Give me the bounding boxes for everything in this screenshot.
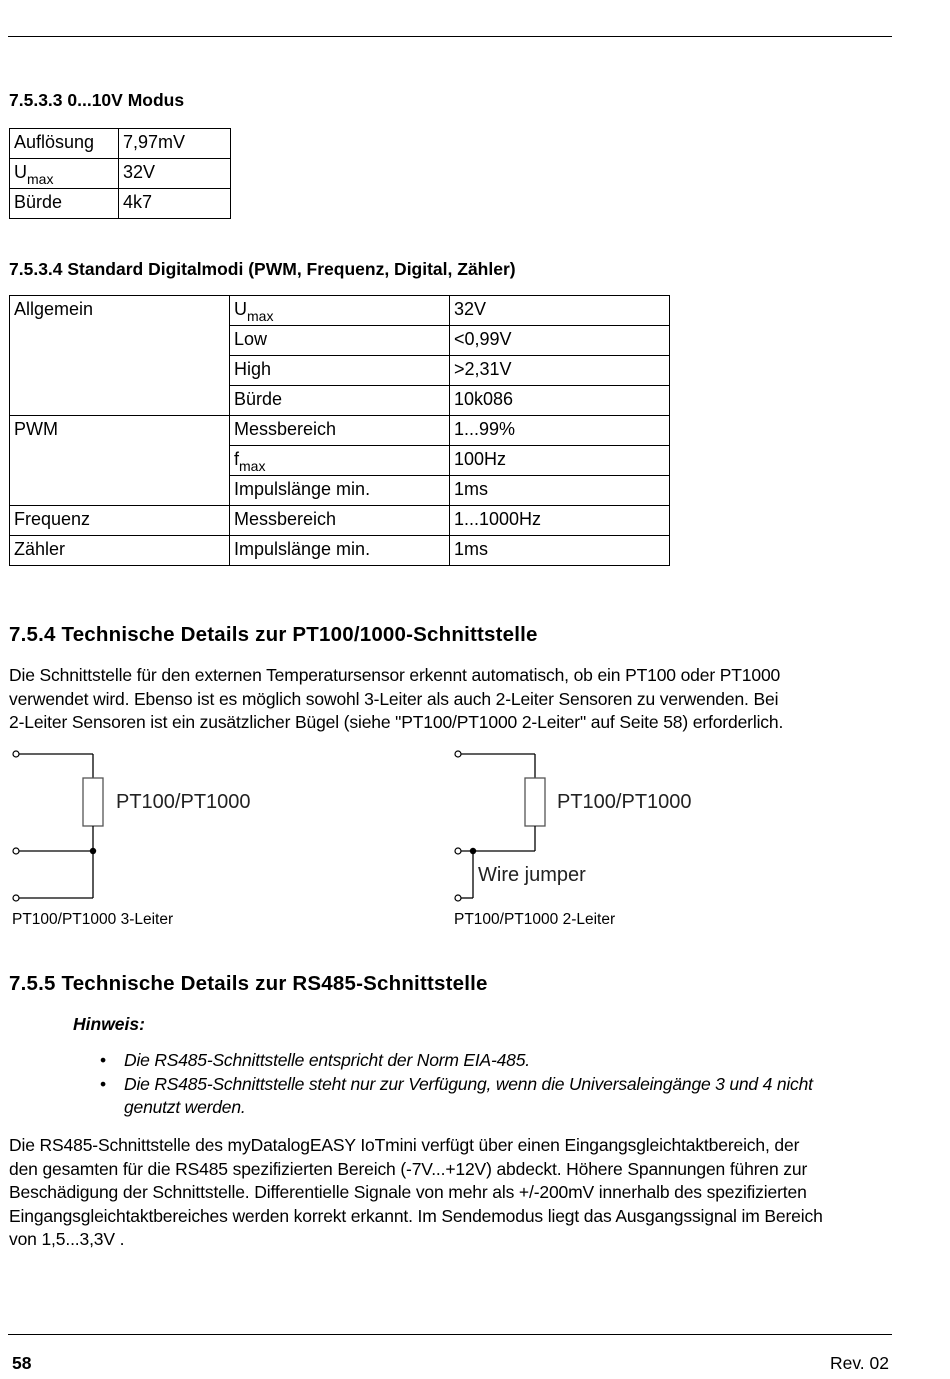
table-row	[10, 416, 670, 446]
heading-digital-modes: 7.5.3.4 Standard Digitalmodi (PWM, Frequenz, Digital, Zähler)	[9, 259, 516, 279]
terminal-icon	[13, 895, 19, 901]
param-label: Impulslänge min.	[230, 476, 450, 506]
table-0-10v-specs	[9, 128, 231, 219]
param-label: Bürde	[230, 386, 450, 416]
paragraph-line: Beschädigung der Schnittstelle. Differentielle Signale von mehr als +/-200mV innerhalb des spezifizierten	[9, 1182, 807, 1202]
note-title: Hinweis:	[73, 1014, 145, 1034]
group-label: Allgemein	[10, 296, 230, 416]
list-item	[100, 1049, 890, 1073]
param-value: 10k086	[450, 386, 670, 416]
bullet-icon: •	[100, 1073, 106, 1094]
param-value: 1ms	[450, 476, 670, 506]
param-label: Messbereich	[230, 416, 450, 446]
table-row	[10, 159, 231, 189]
junction-dot-icon	[470, 848, 476, 854]
caption-2wire: PT100/PT1000 2-Leiter	[454, 911, 616, 928]
footer-rule	[8, 1334, 892, 1335]
terminal-icon	[455, 895, 461, 901]
terminal-icon	[13, 751, 19, 757]
paragraph-line: den gesamten für die RS485 spezifizierten Bereich (-7V...+12V) abdeckt. Höhere Spannungen führen zur	[9, 1158, 808, 1179]
pt100-3wire-diagram	[0, 744, 320, 909]
param-value: 32V	[450, 296, 670, 326]
note-list	[100, 1049, 890, 1120]
paragraph-line: 2-Leiter Sensoren ist ein zusätzlicher Bügel (siehe "PT100/PT1000 2-Leiter" auf Seite 58) erforderlich.	[9, 712, 784, 732]
group-label: PWM	[10, 416, 230, 506]
spec-value: 32V	[119, 159, 231, 189]
sensor-label: PT100/PT1000	[116, 791, 251, 813]
spec-label: Auflösung	[10, 129, 119, 159]
table-row	[10, 189, 231, 219]
junction-dot-icon	[90, 848, 96, 854]
table-digital-modes	[9, 295, 670, 566]
caption-3wire: PT100/PT1000 3-Leiter	[12, 911, 174, 928]
paragraph-line: von 1,5...3,3V .	[9, 1229, 125, 1249]
param-value: >2,31V	[450, 356, 670, 386]
param-value: 1...99%	[450, 416, 670, 446]
terminal-icon	[455, 751, 461, 757]
page-number: 58	[12, 1353, 32, 1373]
pt100-paragraph	[9, 664, 889, 735]
note-line: Die RS485-Schnittstelle entspricht der Norm EIA-485.	[124, 1050, 530, 1070]
note-line: Die RS485-Schnittstelle steht nur zur Verfügung, wenn die Universaleingänge 3 und 4 nicht	[124, 1073, 813, 1094]
heading-rs485-interface: 7.5.5 Technische Details zur RS485-Schnittstelle	[9, 972, 488, 995]
param-value: <0,99V	[450, 326, 670, 356]
group-label: Frequenz	[10, 506, 230, 536]
spec-label: $U_{max}$	[10, 159, 119, 189]
rs485-paragraph	[9, 1134, 889, 1252]
param-label: Impulslänge min.	[230, 536, 450, 566]
paragraph-line: verwendet wird. Ebenso ist es möglich sowohl 3-Leiter als auch 2-Leiter Sensoren zu verwenden. Bei	[9, 688, 779, 709]
sensor-label: PT100/PT1000	[557, 791, 692, 813]
revision-label: Rev. 02	[829, 1353, 889, 1373]
param-value: 1...1000Hz	[450, 506, 670, 536]
paragraph-line: Die RS485-Schnittstelle des myDatalogEASY IoTmini verfügt über einen Eingangsgleichtaktbereich, der	[9, 1135, 800, 1155]
table-row	[10, 536, 670, 566]
heading-0-10v-mode: 7.5.3.3 0...10V Modus	[9, 90, 185, 110]
bullet-icon: •	[100, 1050, 106, 1070]
heading-pt100-interface: 7.5.4 Technische Details zur PT100/1000-Schnittstelle	[9, 623, 538, 646]
terminal-icon	[455, 848, 461, 854]
spec-value: 7,97mV	[119, 129, 231, 159]
spec-value: 4k7	[119, 189, 231, 219]
param-label: Messbereich	[230, 506, 450, 536]
pt100-2wire-diagram	[440, 744, 760, 909]
paragraph-line: Eingangsgleichtaktbereiches werden korrekt erkannt. Im Sendemodus liegt das Ausgangssignal im Bereich	[9, 1205, 823, 1226]
header-rule	[8, 36, 892, 37]
param-label: $U_{max}$	[230, 296, 450, 326]
table-row	[10, 296, 670, 326]
terminal-icon	[13, 848, 19, 854]
param-label: High	[230, 356, 450, 386]
table-row	[10, 506, 670, 536]
table-row	[10, 129, 231, 159]
param-value: 100Hz	[450, 446, 670, 476]
param-label: Low	[230, 326, 450, 356]
paragraph-line: Die Schnittstelle für den externen Temperatursensor erkennt automatisch, ob ein PT100 oder PT1000	[9, 665, 781, 685]
list-item	[100, 1073, 890, 1120]
param-label: $f_{max}$	[230, 446, 450, 476]
param-value: 1ms	[450, 536, 670, 566]
note-line: genutzt werden.	[124, 1097, 246, 1117]
spec-label: Bürde	[10, 189, 119, 219]
jumper-label: Wire jumper	[478, 864, 586, 886]
group-label: Zähler	[10, 536, 230, 566]
